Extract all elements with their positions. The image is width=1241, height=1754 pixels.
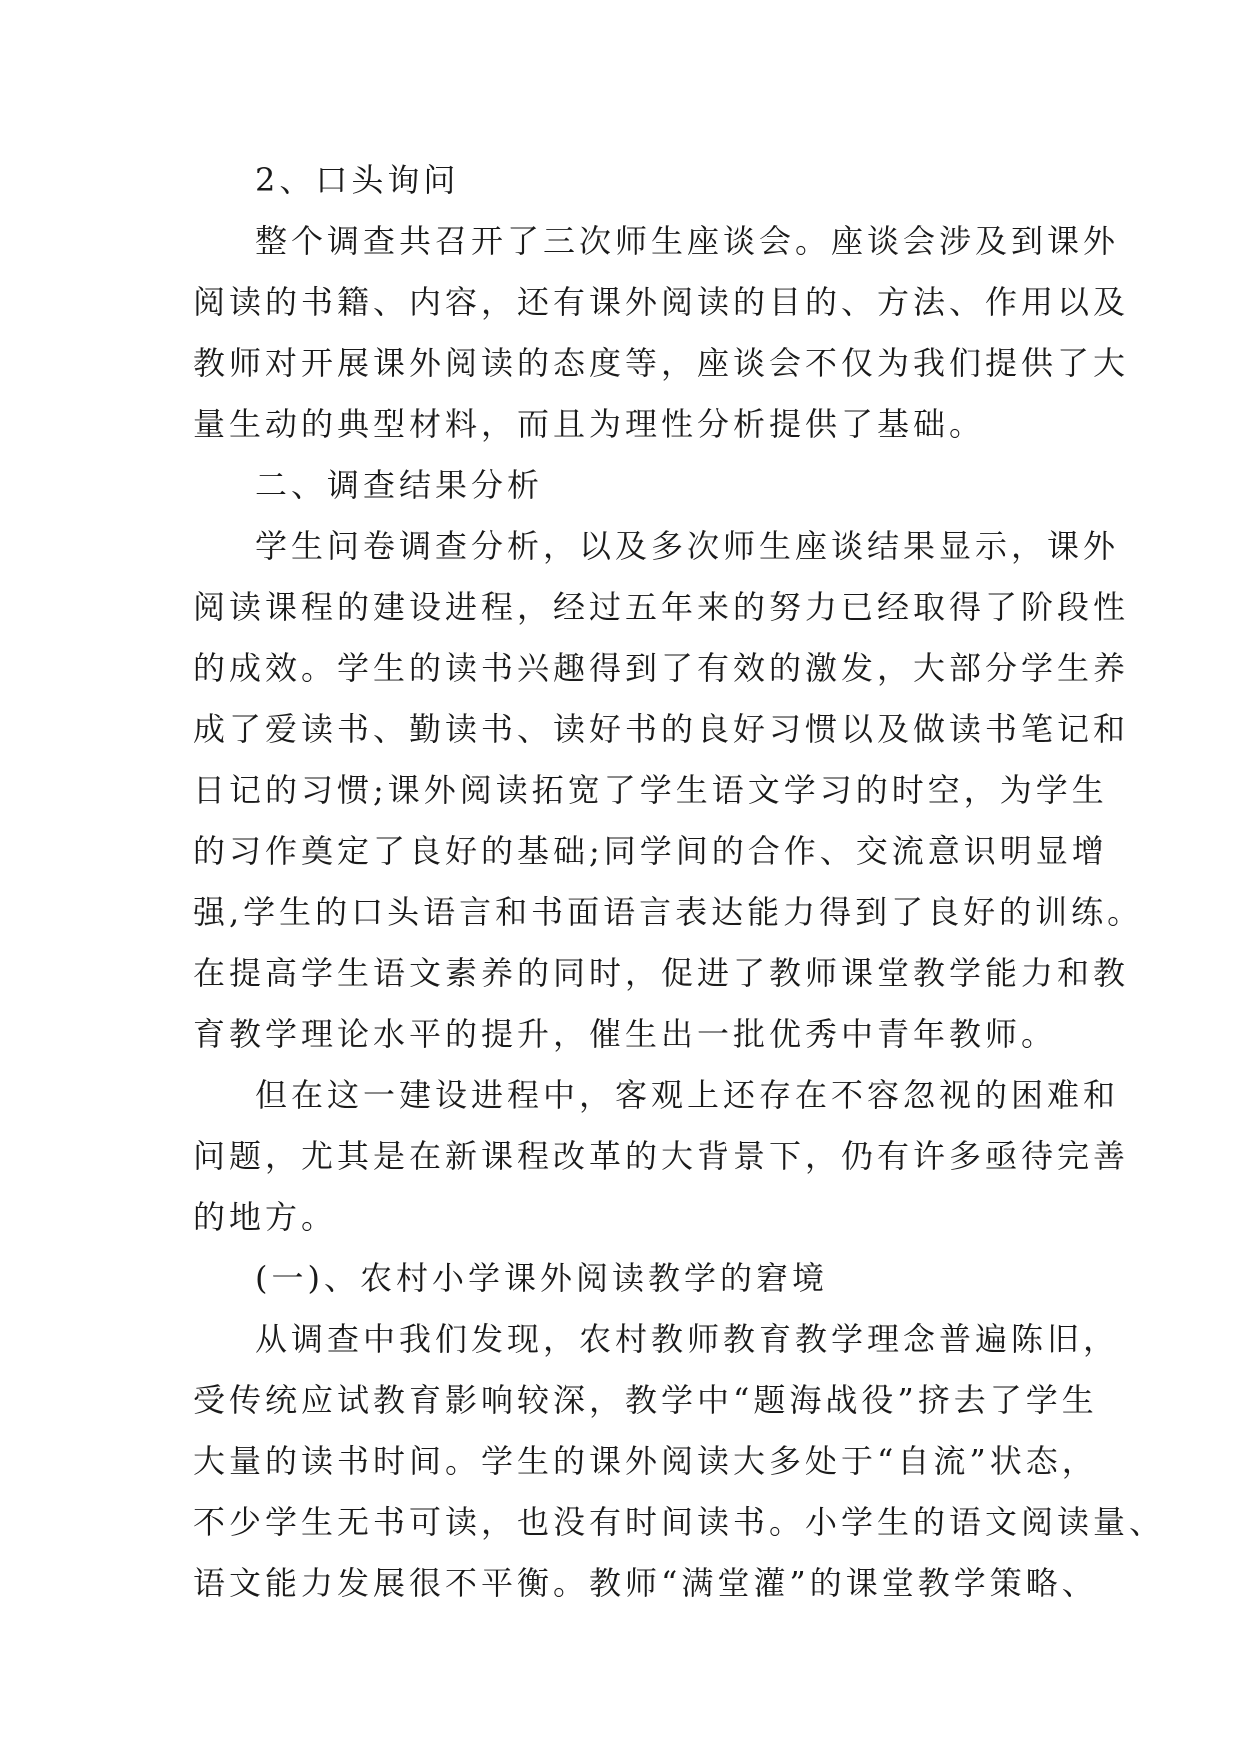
section-heading-oral-inquiry: 2、口头询问	[255, 161, 460, 199]
paragraph-line: 问题，尤其是在新课程改革的大背景下，仍有许多亟待完善	[193, 1137, 1130, 1175]
paragraph-line: 整个调查共召开了三次师生座谈会。座谈会涉及到课外	[255, 222, 1120, 260]
paragraph-line: 成了爱读书、勤读书、读好书的良好习惯以及做读书笔记和	[193, 710, 1130, 748]
paragraph-line: 教师对开展课外阅读的态度等，座谈会不仅为我们提供了大	[193, 344, 1130, 382]
paragraph-line: 量生动的典型材料，而且为理性分析提供了基础。	[193, 405, 986, 443]
paragraph-line: 在提高学生语文素养的同时，促进了教师课堂教学能力和教	[193, 954, 1130, 992]
paragraph-line: 学生问卷调查分析，以及多次师生座谈结果显示，课外	[255, 527, 1120, 565]
paragraph-line: 受传统应试教育影响较深，教学中“题海战役”挤去了学生	[193, 1381, 1098, 1419]
paragraph-line: 语文能力发展很不平衡。教师“满堂灌”的课堂教学策略、	[193, 1564, 1098, 1602]
section-heading-predicament: (一)、农村小学课外阅读教学的窘境	[255, 1259, 828, 1297]
paragraph-line: 从调查中我们发现，农村教师教育教学理念普遍陈旧，	[255, 1320, 1120, 1358]
paragraph-line: 但在这一建设进程中，客观上还存在不容忽视的困难和	[255, 1076, 1120, 1114]
paragraph-line: 的成效。学生的读书兴趣得到了有效的激发，大部分学生养	[193, 649, 1130, 687]
paragraph-line: 阅读的书籍、内容，还有课外阅读的目的、方法、作用以及	[193, 283, 1130, 321]
paragraph-line: 日记的习惯;课外阅读拓宽了学生语文学习的时空，为学生	[193, 771, 1108, 809]
paragraph-line: 的习作奠定了良好的基础;同学间的合作、交流意识明显增	[193, 832, 1108, 870]
section-heading-results-analysis: 二、调查结果分析	[255, 466, 544, 504]
document-body	[193, 150, 1166, 1614]
paragraph-line: 强,学生的口头语言和书面语言表达能力得到了良好的训练。	[193, 893, 1144, 931]
paragraph-line: 不少学生无书可读，也没有时间读书。小学生的语文阅读量、	[193, 1503, 1166, 1541]
paragraph-line: 的地方。	[193, 1198, 338, 1236]
paragraph-line: 大量的读书时间。学生的课外阅读大多处于“自流”状态，	[193, 1442, 1098, 1480]
paragraph-line: 育教学理论水平的提升，催生出一批优秀中青年教师。	[193, 1015, 1058, 1053]
paragraph-line: 阅读课程的建设进程，经过五年来的努力已经取得了阶段性	[193, 588, 1130, 626]
